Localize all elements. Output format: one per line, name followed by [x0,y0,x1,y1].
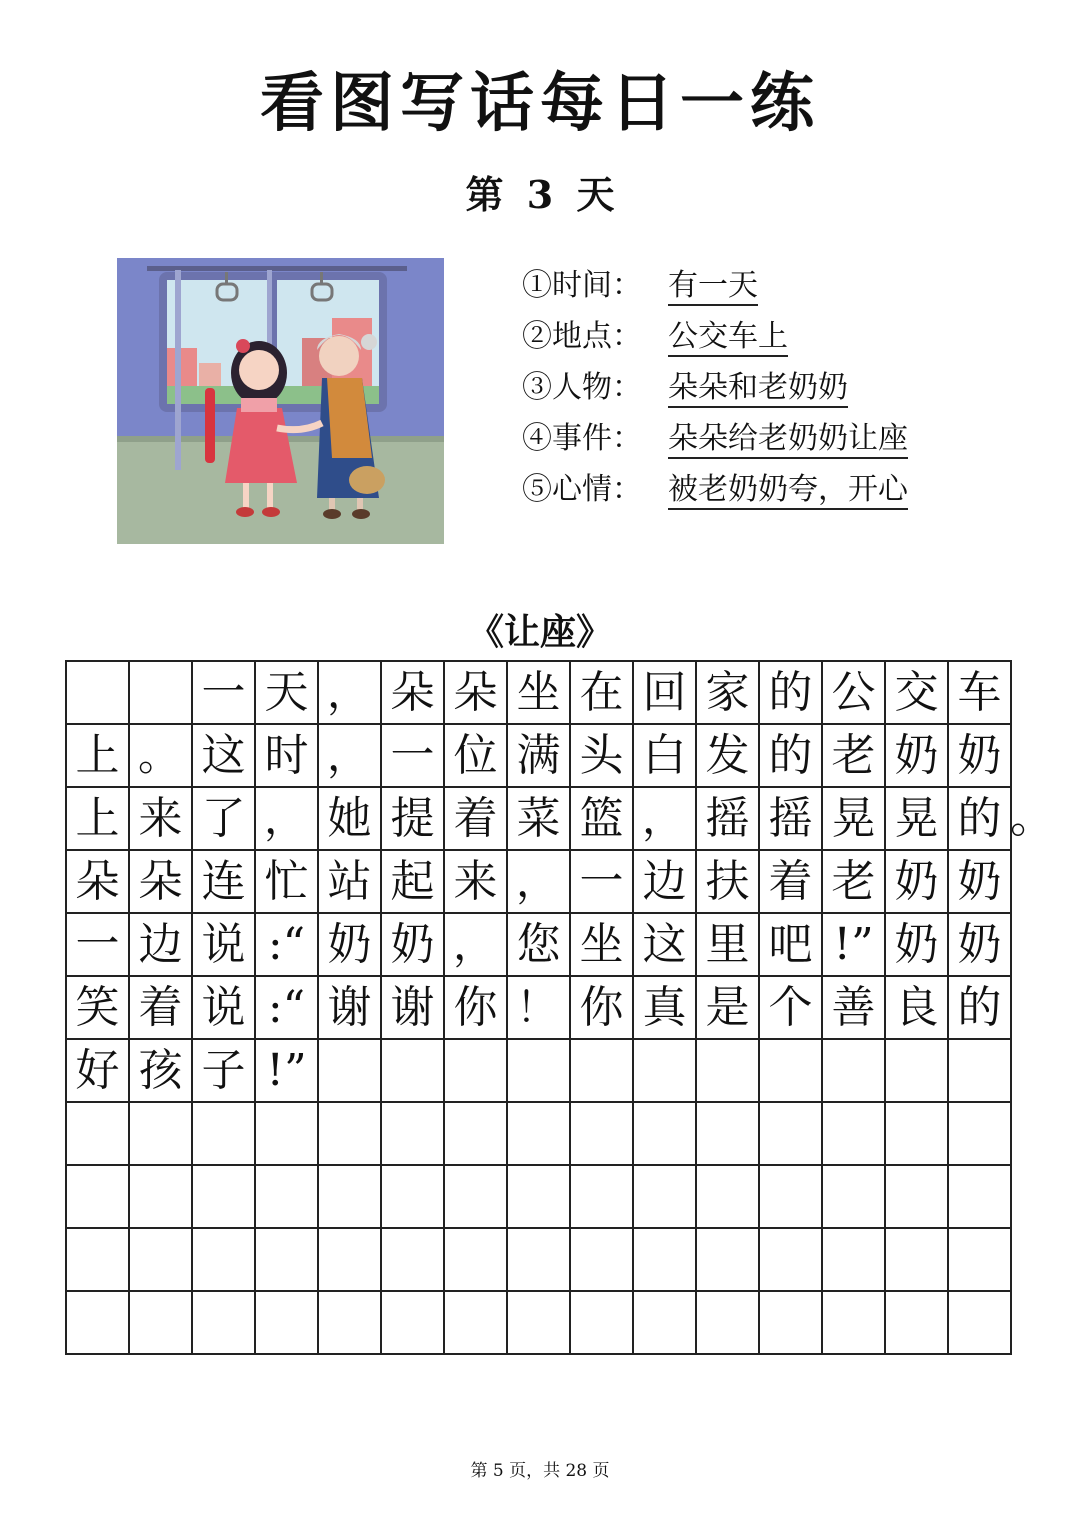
grid-cell: 提 [382,788,445,851]
grid-cell: 发 [697,725,760,788]
grid-cell: 边 [130,914,193,977]
info-label: ③人物： [522,370,642,405]
grid-cell [886,1040,949,1103]
grid-cell [634,1040,697,1103]
grid-cell [760,1229,823,1292]
grid-cell [571,1166,634,1229]
grid-cell [823,1292,886,1355]
grid-cell: 朵 [382,662,445,725]
grid-cell [130,1229,193,1292]
grid-cell [256,1292,319,1355]
grid-cell [256,1229,319,1292]
info-label: ①时间： [522,268,642,303]
grid-cell: 朵 [445,662,508,725]
grid-cell: 车 [949,662,1012,725]
page-number: 第 5 页，共 28 页 [470,1461,610,1481]
grid-cell [382,1229,445,1292]
grid-cell [634,1103,697,1166]
grid-cell [760,1103,823,1166]
grid-cell [823,1229,886,1292]
grid-cell [445,1166,508,1229]
grid-cell [319,1103,382,1166]
grid-cell [193,1166,256,1229]
grid-cell [256,1166,319,1229]
grid-cell: 她 [319,788,382,851]
grid-cell: 说 [193,977,256,1040]
grid-cell: 来 [445,851,508,914]
grid-cell: 起 [382,851,445,914]
grid-cell: 晃 [886,788,949,851]
grid-cell: 公 [823,662,886,725]
grid-cell: 您 [508,914,571,977]
grid-cell: 善 [823,977,886,1040]
grid-cell [949,1040,1012,1103]
grid-cell: 的 [949,788,1012,851]
info-label: ⑤心情： [522,472,642,507]
grid-cell: 天 [256,662,319,725]
grid-cell: 上 [67,788,130,851]
grid-cell: 晃 [823,788,886,851]
grid-cell [319,1040,382,1103]
page-title: 看图写话每日一练 [260,67,820,141]
grid-cell: 谢 [319,977,382,1040]
grid-cell: 站 [319,851,382,914]
info-place [522,311,1002,362]
info-people [522,362,1002,413]
grid-cell [886,1229,949,1292]
info-value: 朵朵和老奶奶 [668,370,848,408]
info-value: 朵朵给老奶奶让座 [668,421,908,459]
grid-cell: 。 [130,725,193,788]
grid-cell: 一 [571,851,634,914]
grid-cell [823,1040,886,1103]
grid-cell [445,1040,508,1103]
grid-cell: 交 [886,662,949,725]
grid-cell: 回 [634,662,697,725]
grid-cell [508,1166,571,1229]
grid-cell: 谢 [382,977,445,1040]
grid-cell: 在 [571,662,634,725]
grid-cell [319,1292,382,1355]
info-value: 公交车上 [668,319,788,357]
grid-cell [823,1166,886,1229]
grid-cell: 真 [634,977,697,1040]
grid-cell: :“ [256,977,319,1040]
grid-cell: 忙 [256,851,319,914]
grid-cell: 菜 [508,788,571,851]
grid-cell [67,1103,130,1166]
grid-cell [67,662,130,725]
grid-cell [697,1229,760,1292]
grid-cell: 老 [823,725,886,788]
grid-cell [697,1292,760,1355]
info-list [522,260,1002,515]
grid-cell: 良 [886,977,949,1040]
grid-cell: 白 [634,725,697,788]
grid-cell [256,1103,319,1166]
grid-cell [193,1229,256,1292]
grid-cell [949,1103,1012,1166]
bus-illustration [117,258,444,544]
grid-cell: 的 [760,662,823,725]
grid-cell [508,1103,571,1166]
grid-cell [508,1229,571,1292]
grid-cell: !” [256,1040,319,1103]
grid-cell [319,1166,382,1229]
grid-cell: ， [256,788,319,851]
grid-cell: 一 [382,725,445,788]
grid-cell [823,1103,886,1166]
grid-cell [193,1103,256,1166]
grid-cell [697,1040,760,1103]
grid-cell [949,1166,1012,1229]
grid-cell [760,1166,823,1229]
grid-cell: 个 [760,977,823,1040]
grid-cell: 的 [760,725,823,788]
grid-cell [697,1166,760,1229]
grid-cell: 吧 [760,914,823,977]
grid-cell [130,662,193,725]
grid-cell [886,1166,949,1229]
grid-cell: 奶 [886,914,949,977]
grid-cell [445,1229,508,1292]
grid-cell [949,1292,1012,1355]
grid-cell [571,1229,634,1292]
grid-cell: 奶 [949,914,1012,977]
grid-cell: 你 [571,977,634,1040]
grid-cell: 奶 [949,851,1012,914]
grid-cell: 摇 [760,788,823,851]
grid-cell: 连 [193,851,256,914]
essay-title: 《让座》 [467,611,612,653]
grid-cell [571,1292,634,1355]
grid-cell [697,1103,760,1166]
grid-cell: ！ [508,977,571,1040]
day-label: 第 3 天 [465,172,615,217]
info-event [522,413,1002,464]
grid-cell [445,1103,508,1166]
grid-cell: 位 [445,725,508,788]
grid-cell [130,1166,193,1229]
grid-cell [760,1040,823,1103]
grid-cell: 来 [130,788,193,851]
grid-cell: 这 [634,914,697,977]
grid-cell: 是 [697,977,760,1040]
grid-cell: 篮 [571,788,634,851]
grid-cell: 笑 [67,977,130,1040]
grid-cell: 奶 [886,725,949,788]
grid-cell [67,1229,130,1292]
grid-cell: 的 [949,977,1012,1040]
grid-cell [634,1166,697,1229]
grid-cell: 坐 [571,914,634,977]
grid-cell: 坐 [508,662,571,725]
overflow-period: 。 [1010,792,1054,843]
grid-cell [67,1166,130,1229]
grid-cell [571,1040,634,1103]
grid-cell: 扶 [697,851,760,914]
info-value: 被老奶奶夸，开心 [668,472,908,510]
grid-cell [130,1292,193,1355]
grid-cell: 着 [760,851,823,914]
grid-cell: 奶 [319,914,382,977]
grid-cell: 家 [697,662,760,725]
grid-cell: 边 [634,851,697,914]
grid-cell: ， [508,851,571,914]
grid-cell: 头 [571,725,634,788]
info-label: ④事件： [522,421,642,456]
grid-cell: 孩 [130,1040,193,1103]
writing-grid [65,660,1012,1355]
info-value: 有一天 [668,268,758,306]
grid-cell: 摇 [697,788,760,851]
grid-cell [382,1103,445,1166]
grid-cell [571,1103,634,1166]
grid-cell: !” [823,914,886,977]
info-label: ②地点： [522,319,642,354]
grid-cell [508,1292,571,1355]
grid-cell: 朵 [67,851,130,914]
grid-cell [67,1292,130,1355]
grid-cell: 朵 [130,851,193,914]
grid-cell [382,1040,445,1103]
grid-cell: 老 [823,851,886,914]
grid-cell [886,1292,949,1355]
grid-cell: 奶 [382,914,445,977]
grid-cell: 着 [130,977,193,1040]
grid-cell: 里 [697,914,760,977]
grid-cell: 这 [193,725,256,788]
grid-cell [508,1040,571,1103]
grid-cell: 上 [67,725,130,788]
grid-cell: ， [634,788,697,851]
grid-cell: ， [445,914,508,977]
info-time [522,260,1002,311]
grid-cell [445,1292,508,1355]
grid-cell [634,1292,697,1355]
grid-cell [886,1103,949,1166]
grid-cell [193,1292,256,1355]
grid-cell [760,1292,823,1355]
grid-cell: 满 [508,725,571,788]
grid-cell [634,1229,697,1292]
grid-cell [382,1292,445,1355]
grid-cell: 好 [67,1040,130,1103]
grid-cell: 时 [256,725,319,788]
grid-cell: 你 [445,977,508,1040]
grid-cell: 奶 [949,725,1012,788]
grid-cell: ， [319,725,382,788]
grid-cell: 着 [445,788,508,851]
grid-cell [382,1166,445,1229]
grid-cell: 子 [193,1040,256,1103]
grid-cell: ， [319,662,382,725]
grid-cell: 奶 [886,851,949,914]
grid-cell [130,1103,193,1166]
grid-cell: 了 [193,788,256,851]
grid-cell: 说 [193,914,256,977]
info-mood [522,464,1002,515]
grid-cell: 一 [67,914,130,977]
grid-cell: 一 [193,662,256,725]
grid-cell: :“ [256,914,319,977]
grid-cell [319,1229,382,1292]
grid-cell [949,1229,1012,1292]
